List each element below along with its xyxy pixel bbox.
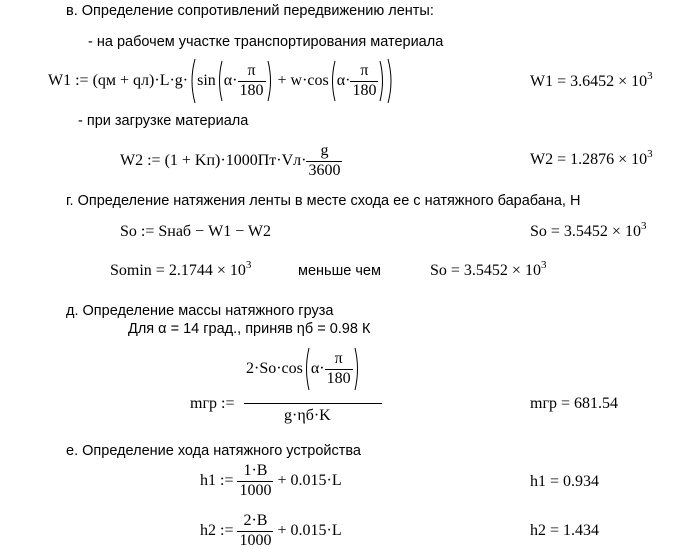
w2-denominator: 3600 — [308, 161, 341, 179]
so-compare — [430, 259, 547, 279]
h1-fraction — [237, 462, 273, 500]
less-than-text: меньше чем — [298, 263, 381, 279]
h1-lhs: h1 := — [200, 472, 234, 489]
h2-denominator: 1000 — [239, 531, 272, 549]
mgr-alpha: α· — [310, 360, 325, 377]
h1-tail: + 0.015·L — [277, 472, 342, 489]
mgr-left-paren — [303, 347, 311, 391]
mgr-fraction — [244, 346, 384, 428]
section-e-heading: е. Определение хода натяжного устройства — [66, 443, 361, 459]
w1-cos-pi: π — [360, 62, 369, 80]
mgr-180: 180 — [326, 369, 351, 387]
w1-plus-w-cos: + w·cos — [277, 72, 329, 89]
so-result — [530, 220, 647, 240]
somin-value — [110, 259, 252, 279]
w1-pi: π — [247, 62, 256, 80]
mgr-num-prefix: 2·So·cos — [246, 360, 303, 377]
h2-result: h2 = 1.434 — [530, 522, 600, 539]
w2-result — [530, 148, 653, 168]
so-formula: So := Sнаб − W1 − W2 — [120, 223, 272, 240]
w1-alpha: α· — [223, 72, 238, 89]
w2-formula — [120, 140, 342, 182]
section-b-sub1: - на рабочем участке транспортирования материала — [88, 34, 444, 50]
w2-fraction — [306, 142, 342, 180]
mgr-result: mгр = 681.54 — [530, 395, 619, 412]
mgr-lhs: mгр := — [190, 395, 235, 412]
mgr-fraction-bar — [244, 403, 382, 404]
w1-lhs: W1 := (qм + qл)·L·g· — [48, 72, 189, 89]
w1-180: 180 — [239, 81, 264, 99]
mgr-pi-fraction — [325, 350, 353, 388]
w1-result — [530, 70, 653, 90]
mgr-numerator — [246, 346, 361, 392]
w2-lhs: W2 := (1 + Kп)·1000Пт·Vл· — [120, 152, 307, 169]
w1-result-exponent: 3 — [647, 70, 653, 82]
so-result-exponent: 3 — [640, 220, 647, 232]
h2-fraction — [237, 512, 273, 550]
h1-formula — [200, 460, 342, 502]
section-g-heading: г. Определение натяжения ленты в месте схода ее с натяжного барабана, Н — [66, 193, 581, 209]
h2-lhs: h2 := — [200, 522, 234, 539]
h2-tail: + 0.015·L — [277, 522, 342, 539]
w1-formula — [48, 58, 395, 104]
h2-formula — [200, 510, 342, 552]
section-b-sub2: - при загрузке материала — [78, 113, 249, 129]
so-compare-value: So = 3.5452 × 10 — [430, 262, 541, 279]
w1-cos-alpha: α· — [336, 72, 351, 89]
so-result-value: So = 3.5452 × 10 — [530, 223, 641, 240]
w1-sin-left-paren — [216, 60, 224, 102]
w1-cos-right-paren — [378, 60, 386, 102]
w2-numerator: g — [320, 142, 329, 160]
h1-denominator: 1000 — [239, 481, 272, 499]
mgr-denominator: g·ηб·K — [284, 407, 331, 424]
h2-numerator: 2·B — [243, 512, 268, 530]
w2-result-exponent: 3 — [647, 148, 653, 160]
w1-sin: sin — [197, 72, 216, 89]
mgr-right-paren — [353, 347, 361, 391]
section-b-heading: в. Определение сопротивлений передвижению ленты: — [66, 3, 434, 19]
h1-numerator: 1·B — [243, 462, 268, 480]
w1-sin-right-paren — [266, 60, 274, 102]
h1-result: h1 = 0.934 — [530, 473, 600, 490]
so-compare-exponent: 3 — [540, 259, 547, 271]
w1-outer-right-paren — [386, 58, 395, 104]
mgr-pi: π — [334, 350, 343, 368]
section-d-heading: д. Определение массы натяжного груза — [66, 303, 334, 319]
w1-cos-pi-fraction — [350, 62, 378, 100]
w1-cos-left-paren — [329, 60, 337, 102]
w1-cos-180: 180 — [352, 81, 377, 99]
w1-result-value: W1 = 3.6452 × 10 — [530, 73, 648, 90]
somin-exponent: 3 — [245, 259, 252, 271]
w1-pi-fraction — [238, 62, 266, 100]
w2-result-value: W2 = 1.2876 × 10 — [530, 151, 648, 168]
somin-value-text: Somin = 2.1744 × 10 — [110, 262, 246, 279]
w1-outer-left-paren — [188, 58, 197, 104]
section-d-sub: Для α = 14 град., приняв ηб = 0.98 К — [128, 321, 371, 337]
